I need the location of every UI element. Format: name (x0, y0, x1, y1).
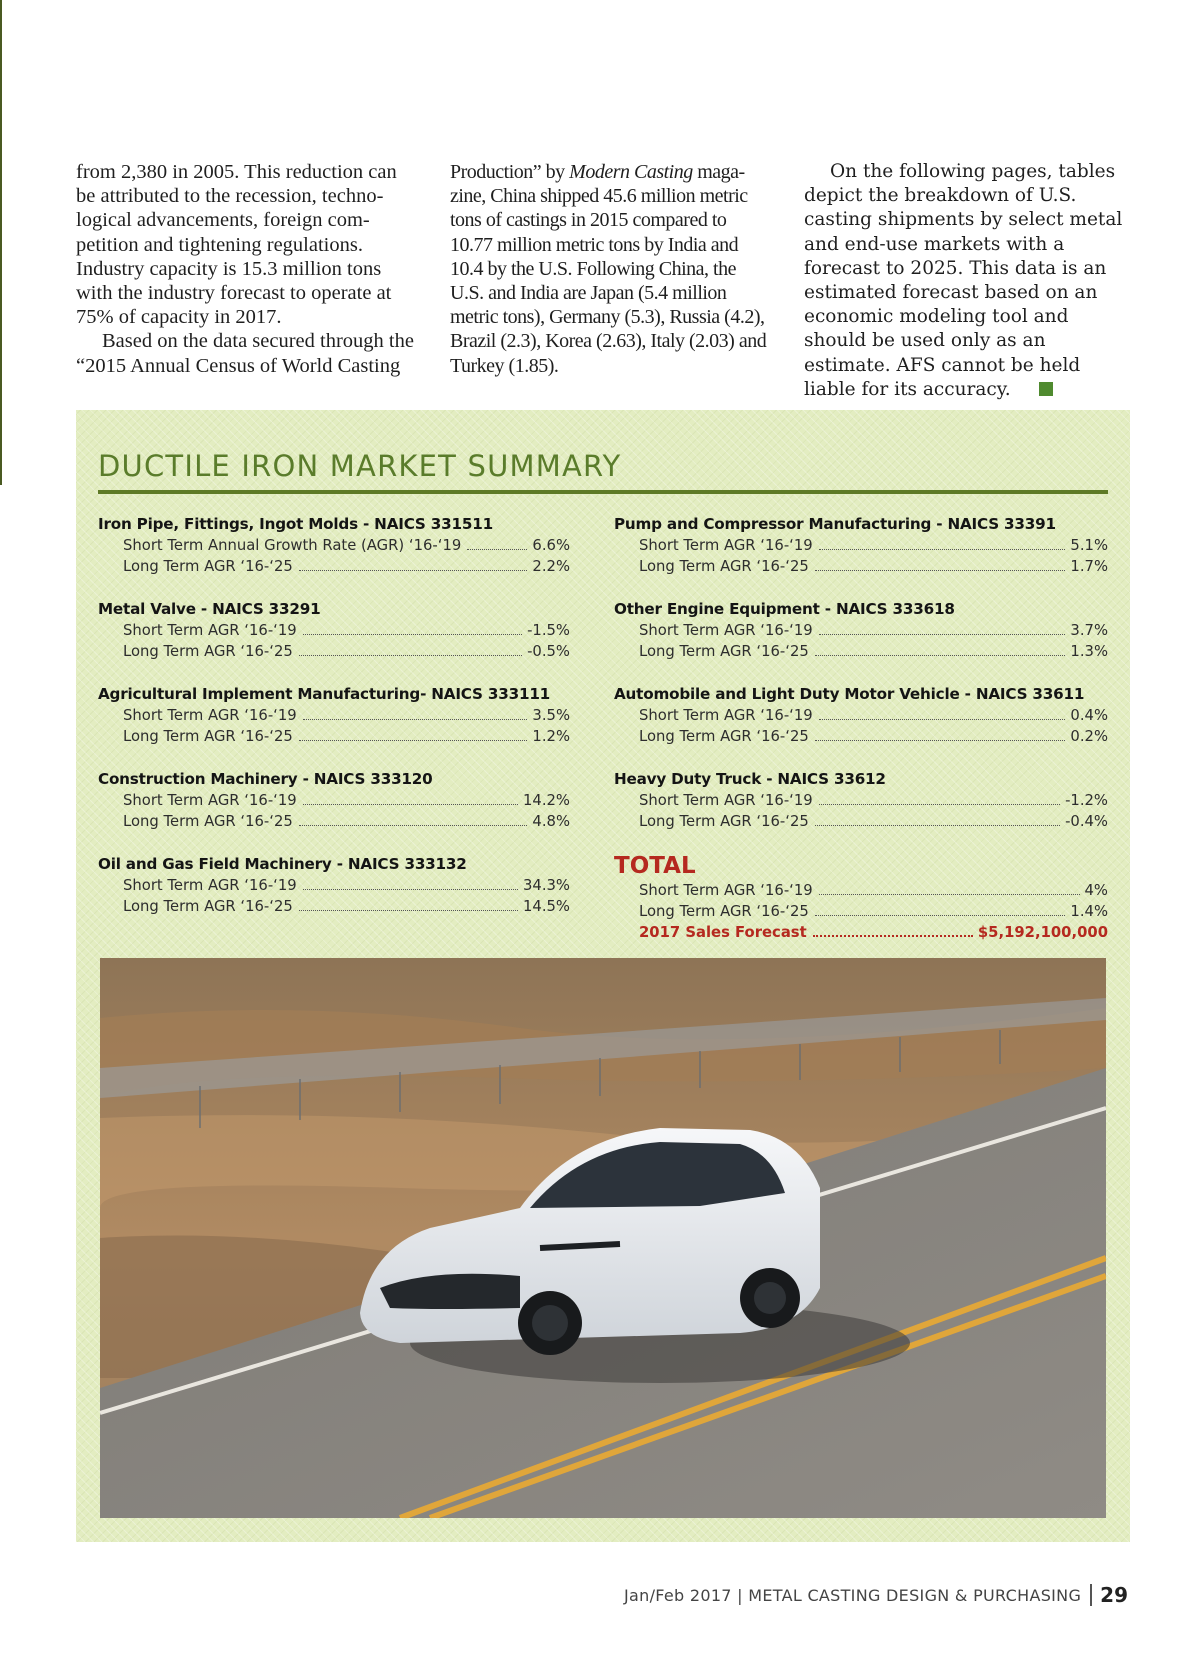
rate-value: 1.7% (1070, 558, 1108, 575)
intro-column-2 (450, 160, 768, 378)
dot-leader (303, 889, 518, 890)
growth-rate-row (123, 811, 570, 832)
rate-value: -0.4% (1065, 813, 1108, 830)
growth-rate-row (639, 790, 1108, 811)
intro-column-3 (804, 160, 1130, 402)
rate-value: -0.5% (527, 643, 570, 660)
rate-label: Long Term AGR ‘16-‘25 (639, 558, 809, 575)
summary-left-column (98, 514, 570, 939)
market-summary-title: DUCTILE IRON MARKET SUMMARY (98, 446, 1108, 494)
rate-label: Short Term AGR ‘16-‘19 (123, 792, 297, 809)
rate-label: Short Term Annual Growth Rate (AGR) ‘16-‘19 (123, 537, 462, 554)
page-edge-bar (0, 0, 2, 485)
rate-label: Short Term AGR ‘16-‘19 (639, 537, 813, 554)
growth-rate-row (123, 705, 570, 726)
dot-leader (299, 655, 522, 656)
growth-rate-row (639, 811, 1108, 832)
market-category (614, 514, 1108, 577)
growth-rate-row (123, 726, 570, 747)
dot-leader (819, 719, 1066, 720)
market-category (614, 684, 1108, 747)
rate-label: Long Term AGR ‘16-‘25 (123, 643, 293, 660)
rate-value: 6.6% (532, 537, 570, 554)
intro-col1-paragraph-1: from 2,380 in 2005. This reduction can be attributed to the recession, techno-logical advancements, foreign com-petition and tightening regulations. Industry capacity is 15.3 million tons with the industry forecast to operate at 75% of capacity in 2017. (76, 161, 397, 329)
dot-leader (303, 634, 522, 635)
rate-label: Long Term AGR ‘16-‘25 (123, 728, 293, 745)
rate-value: 4.8% (532, 813, 570, 830)
market-category (98, 769, 570, 832)
sports-car-photo (100, 958, 1106, 1518)
dot-leader (299, 570, 528, 571)
intro-col3-paragraph (804, 160, 1130, 402)
rate-value: 14.2% (522, 792, 570, 809)
total-rows (614, 880, 1108, 922)
growth-rate-row (639, 880, 1108, 901)
dot-leader (815, 570, 1066, 571)
rate-label: Short Term AGR ‘16-‘19 (639, 622, 813, 639)
rate-value: 14.5% (522, 898, 570, 915)
category-title: Automobile and Light Duty Motor Vehicle - NAICS 33611 (614, 685, 1085, 703)
market-category (98, 854, 570, 917)
dot-leader (819, 894, 1080, 895)
growth-rate-row (123, 535, 570, 556)
growth-rate-row (123, 641, 570, 662)
rate-label: Short Term AGR ‘16-‘19 (639, 707, 813, 724)
page-number: 29 (1100, 1583, 1128, 1607)
rate-value: 0.4% (1070, 707, 1108, 724)
dot-leader (299, 825, 528, 826)
page-footer (624, 1580, 1128, 1610)
growth-rate-row (123, 620, 570, 641)
dot-leader (303, 804, 518, 805)
market-category (614, 769, 1108, 832)
rate-label: Long Term AGR ‘16-‘25 (123, 813, 293, 830)
rate-value: 1.2% (532, 728, 570, 745)
growth-rate-row (639, 726, 1108, 747)
market-category (98, 514, 570, 577)
intro-col2-paragraph (450, 160, 768, 378)
rate-value: 1.4% (1070, 903, 1108, 920)
rate-label: Short Term AGR ‘16-‘19 (123, 877, 297, 894)
rate-value: -1.2% (1065, 792, 1108, 809)
summary-right-categories (614, 514, 1108, 832)
intro-col1-paragraph-2: Based on the data secured through the “2015 Annual Census of World Casting (76, 330, 414, 377)
rate-label: Long Term AGR ‘16-‘25 (639, 728, 809, 745)
market-category (98, 684, 570, 747)
growth-rate-row (123, 875, 570, 896)
growth-rate-row (123, 790, 570, 811)
intro-col3-text: On the following pages, tables depict the breakdown of U.S. casting shipments by select metal and end-use markets with a forecast to 2025. This data is an estimated forecast based on an economic modeling tool and should be used only as an estimate. AFS cannot be held liable for its accuracy. (804, 161, 1123, 400)
rate-value: 34.3% (522, 877, 570, 894)
sales-forecast-value: $5,192,100,000 (977, 924, 1108, 941)
summary-right-column (614, 514, 1108, 943)
intro-col2-text-a: Production” by (450, 161, 570, 183)
rate-value: 3.5% (532, 707, 570, 724)
rate-label: Short Term AGR ‘16-‘19 (123, 707, 297, 724)
growth-rate-row (639, 901, 1108, 922)
growth-rate-row (123, 556, 570, 577)
publication-info: Jan/Feb 2017 | METAL CASTING DESIGN & PURCHASING (624, 1585, 1082, 1605)
rate-label: Long Term AGR ‘16-‘25 (639, 643, 809, 660)
dot-leader (813, 935, 973, 937)
sales-forecast-label: 2017 Sales Forecast (639, 924, 807, 941)
dot-leader (467, 549, 527, 550)
dot-leader (815, 740, 1066, 741)
intro-column-1 (76, 160, 416, 378)
market-summary-panel (76, 410, 1130, 1542)
dot-leader (299, 740, 528, 741)
dot-leader (299, 910, 518, 911)
dot-leader (303, 719, 528, 720)
category-title: Other Engine Equipment - NAICS 333618 (614, 600, 955, 618)
market-category (614, 599, 1108, 662)
rate-value: 1.3% (1070, 643, 1108, 660)
rate-value: 2.2% (532, 558, 570, 575)
rate-label: Short Term AGR ‘16-‘19 (639, 792, 813, 809)
growth-rate-row (639, 641, 1108, 662)
total-title: TOTAL (614, 853, 696, 879)
total-section (614, 852, 1108, 943)
dot-leader (819, 549, 1066, 550)
rate-label: Short Term AGR ‘16-‘19 (639, 882, 813, 899)
footer-separator (1090, 1584, 1092, 1606)
dot-leader (815, 825, 1060, 826)
market-category (98, 599, 570, 662)
magazine-name: Modern Casting (569, 161, 693, 183)
category-title: Iron Pipe, Fittings, Ingot Molds - NAICS 331511 (98, 515, 493, 533)
rate-value: -1.5% (527, 622, 570, 639)
dot-leader (815, 915, 1066, 916)
growth-rate-row (639, 620, 1108, 641)
rate-value: 4% (1084, 882, 1108, 899)
rate-label: Long Term AGR ‘16-‘25 (639, 813, 809, 830)
end-of-article-square-icon (1039, 382, 1053, 396)
intro-col2-text-b: maga-zine, China shipped 45.6 million metric tons of castings in 2015 compared to 10.77 million metric tons by India and 10.4 by the U.S. Following China, the U.S. and India are Japan (5.4 million metric tons), Germany (5.3), Russia (4.2), Brazil (2.3), Korea (2.63), Italy (2.03) and Turkey (1.85). (450, 161, 767, 377)
growth-rate-row (639, 556, 1108, 577)
dot-leader (815, 655, 1066, 656)
dot-leader (819, 634, 1066, 635)
rate-value: 3.7% (1070, 622, 1108, 639)
rate-label: Long Term AGR ‘16-‘25 (639, 903, 809, 920)
rate-label: Short Term AGR ‘16-‘19 (123, 622, 297, 639)
growth-rate-row (639, 535, 1108, 556)
rate-label: Long Term AGR ‘16-‘25 (123, 558, 293, 575)
category-title: Agricultural Implement Manufacturing- NAICS 333111 (98, 685, 551, 703)
growth-rate-row (639, 705, 1108, 726)
category-title: Oil and Gas Field Machinery - NAICS 333132 (98, 855, 467, 873)
growth-rate-row (123, 896, 570, 917)
category-title: Construction Machinery - NAICS 333120 (98, 770, 433, 788)
intro-text (76, 160, 1130, 400)
category-title: Heavy Duty Truck - NAICS 33612 (614, 770, 886, 788)
rate-value: 5.1% (1070, 537, 1108, 554)
sales-forecast-row (639, 922, 1108, 943)
car-on-bridge-illustration (100, 958, 1106, 1518)
dot-leader (819, 804, 1060, 805)
category-title: Metal Valve - NAICS 33291 (98, 600, 321, 618)
rate-value: 0.2% (1070, 728, 1108, 745)
rate-label: Long Term AGR ‘16-‘25 (123, 898, 293, 915)
category-title: Pump and Compressor Manufacturing - NAICS 33391 (614, 515, 1056, 533)
